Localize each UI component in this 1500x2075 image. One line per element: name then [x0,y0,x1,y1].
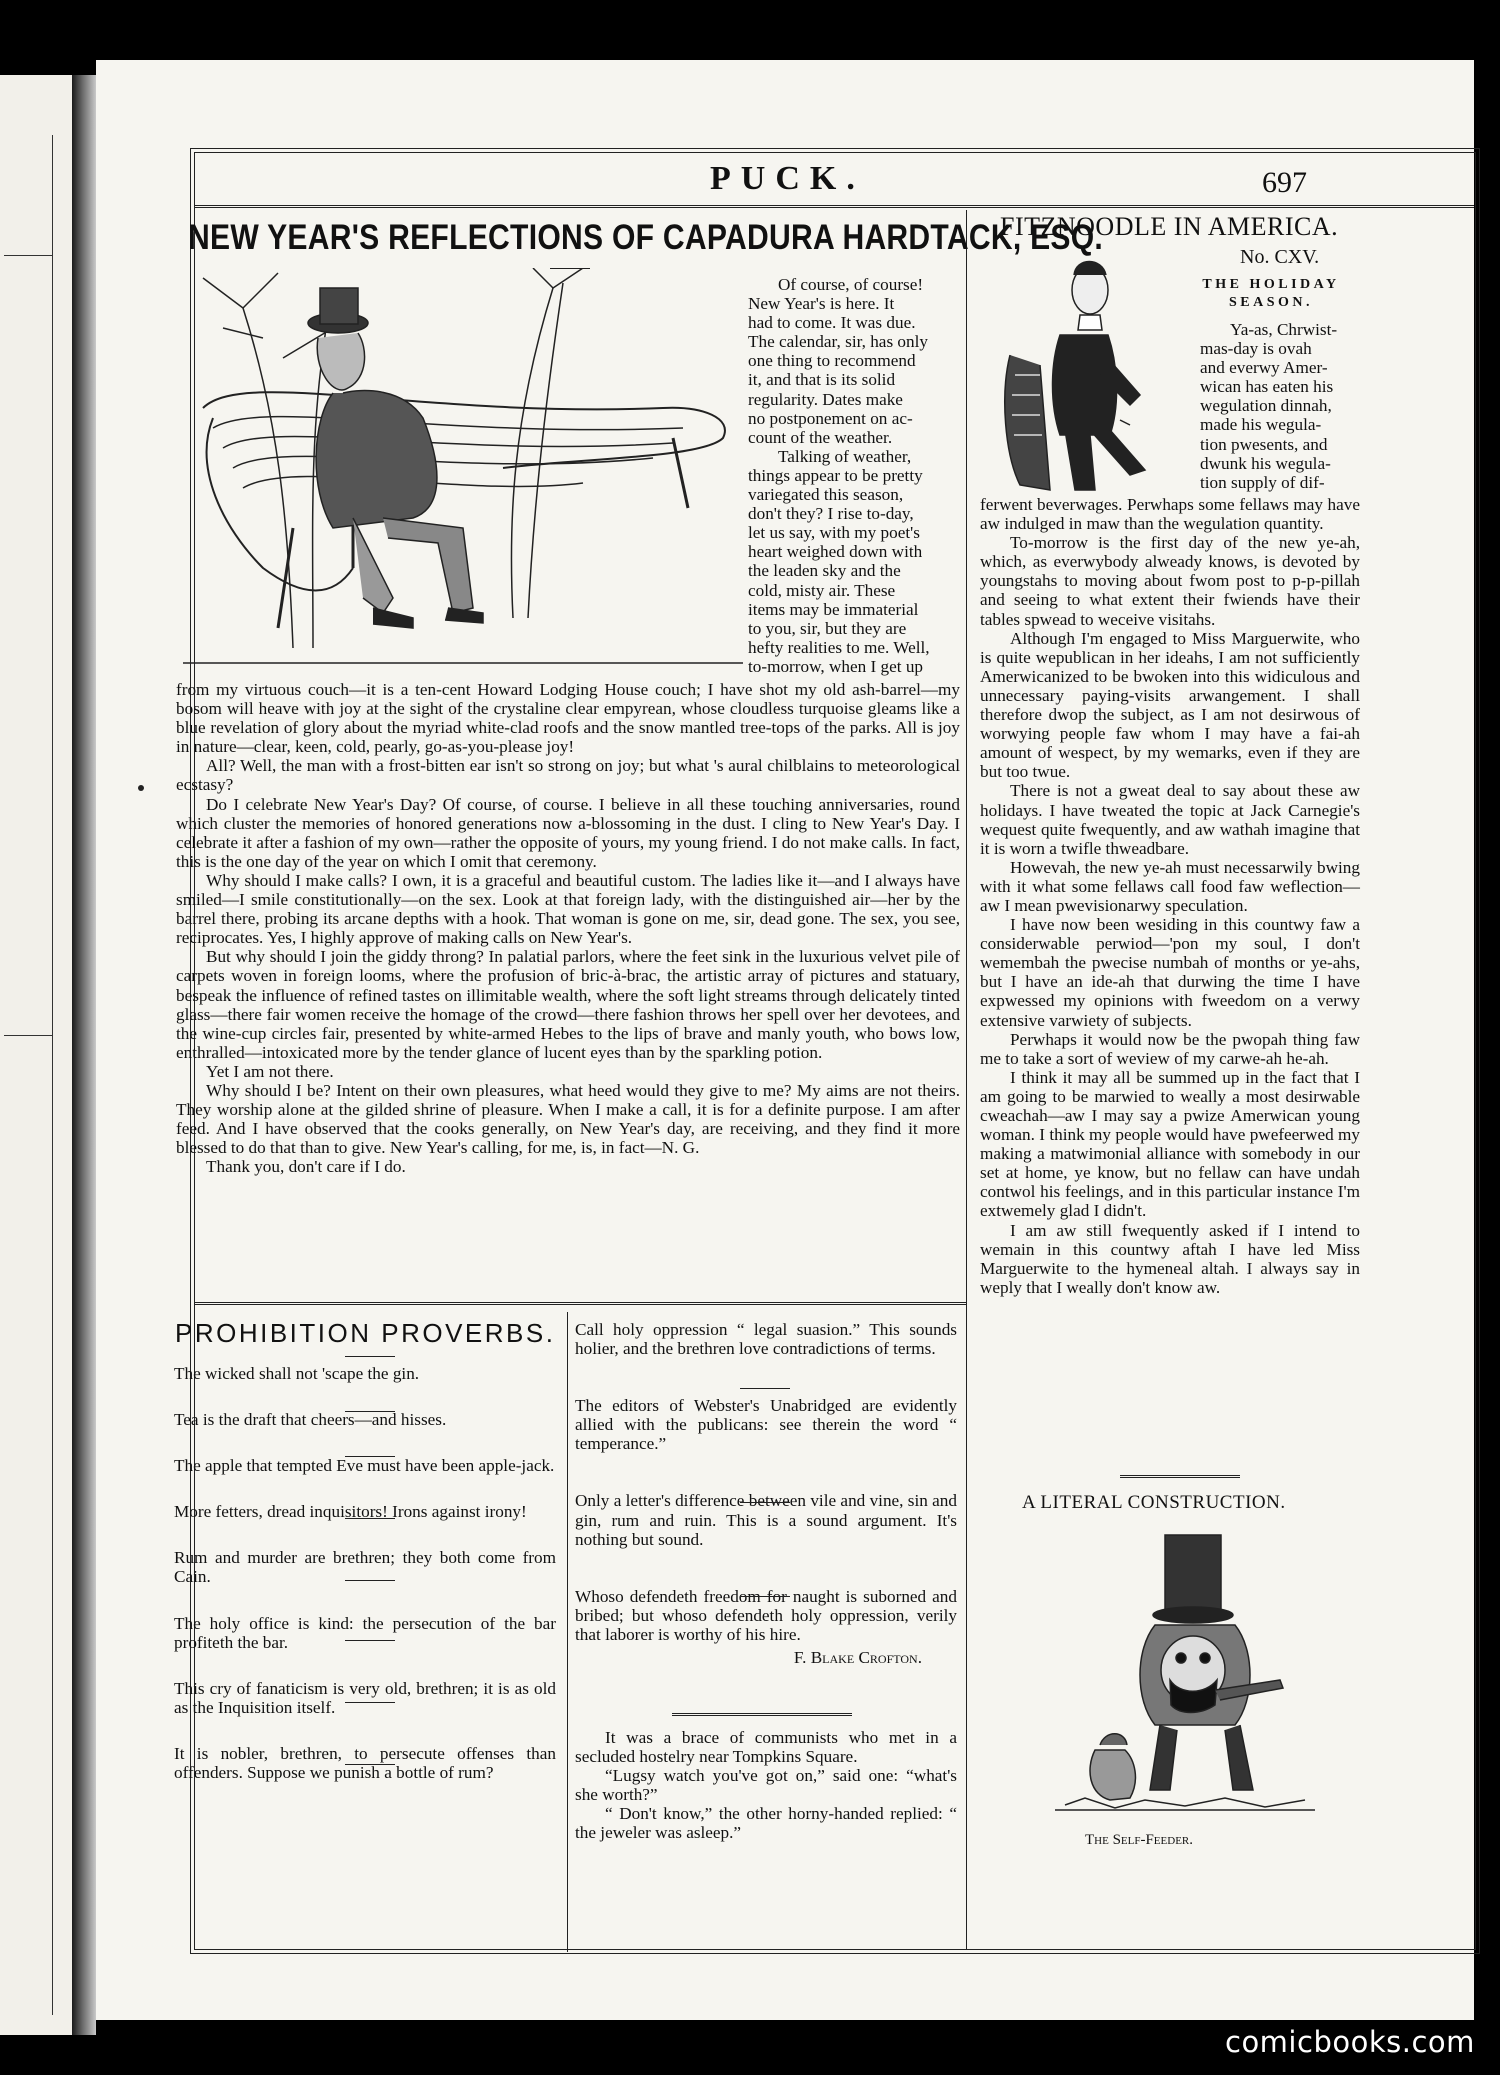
article-line: don't they? I rise to-day, [748,504,914,524]
article-line: things appear to be pretty [748,465,923,485]
proverbs-left-column [174,1364,556,1782]
communists-paragraph: “Lugsy watch you've got on,” said one: “what's she worth?” [575,1766,957,1805]
fitznoodle-paragraph: Although I'm engaged to Miss Marguerwite, who is quite wepublican in her ideahs, I am not sufficiently Amerwicanized to be bwoken into this widiculous and unnecessary paying-visits arwangement. I shall therefore dwop the subject, as I am not desirwous of worwying people faw whom I may have a fai-ah amount of wespect, by my wemarks, even if they are but too twue. [980,628,1360,782]
proverbs-signature: F. Blake Crofton. [793,1648,922,1668]
masthead-title: PUCK. [710,160,865,197]
proverb-divider [345,1764,395,1765]
fitznoodle-line: tion supply of dif- [1200,472,1325,492]
proverbs-divider [567,1312,568,1952]
article-line: New Year's is here. It [748,294,895,314]
fitznoodle-line: tion pwesents, and [1200,434,1328,454]
article-paragraph: Do I celebrate New Year's Day? Of course, of course. I believe in all these touching anniversaries, round which cluster the memories of honored generations now a-blossoming in the dust. I cling to New Year's Day. I celebrate it after a fashion of my own—rather the opposite of yours, my young friend. I do not make calls. In fact, this is the one day of the year on which I omit that ceremony. [176,794,960,871]
proverb-divider [740,1502,790,1503]
proverb-item: The holy office is kind: the persecution of the bar profiteth the bar. [174,1613,556,1652]
fitznoodle-paragraph: To-morrow is the first day of the new ye-ah, which, as everwybody alweady knows, is devoted by youngstahs to moving about fwom post to p-p-pillah and seeing to what extent their fwiends have their tables spwead to weceive visitahs. [980,533,1360,629]
article-paragraph: Yet I am not there. [206,1061,334,1081]
article-line: to-morrow, when I get up [748,656,924,676]
proverb-divider [740,1388,790,1389]
proverb-divider [345,1356,395,1357]
section-divider [194,1302,966,1305]
article-line: it, and that is its solid [748,370,896,390]
article-headline: NEW YEAR'S REFLECTIONS OF CAPADURA HARDTACK, ESQ. [188,218,1104,257]
article-paragraph: Why should I be? Intent on their own pleasures, what heed would they give to me? My aims are not theirs. They worship alone at the gilded shrine of pleasure. When I make a call, it is for a definite purpose. I am after feed. And I have observed that the cooks generally, on New Year's day, are receiving, and they find it more blessed to do that than to give. New Year's calling, for me, is, in fact—N. G. [176,1080,960,1158]
adjacent-rule [4,1035,52,1036]
article-paragraph: from my virtuous couch—it is a ten-cent Howard Lodging House couch; I have shot my old ash-barrel—my bosom will heave with joy at the sight of the crystaline clear empyrean, whose cloudless turquoise gleams like a blue revelation of glory about the myriad white-clad roofs and the snow mantled tree-tops of the parks. All is joy in nature—clear, keen, cold, pearly, go-as-you-please joy! [176,680,960,757]
article-paragraph: Thank you, don't care if I do. [206,1157,406,1177]
fitznoodle-line: dwunk his wegula- [1200,453,1331,473]
article-line: heart weighed down with [748,542,923,562]
article-line: the leaden sky and the [748,561,901,581]
article-narrow-column [748,275,960,676]
page-number: 697 [1262,166,1307,199]
fitznoodle-line: Ya-as, Chrwist- [1230,320,1338,339]
fitznoodle-paragraph: I think it may all be summed up in the fact that I am going to be marwied to weally a most desirwable cweachah—aw I may say a pwize Amerwican young woman. I think my people would have pwefeerwed my making a matwimonial alliance with somebody in our set at home, ye know, but no fellaw can have undah contwol his feelings, and in this particular instance I'm extwemely glad I didn't. [980,1067,1360,1221]
communists-paragraph: “ Don't know,” the other horny-handed replied: “ the jeweler was asleep.” [575,1804,957,1843]
fitznoodle-number: No. CXV. [1240,246,1320,268]
proverb-divider [345,1518,395,1519]
article-line: regularity. Dates make [748,389,903,409]
binding-mark [138,785,144,791]
self-feeder-caption: The Self-Feeder. [1085,1832,1193,1848]
fitznoodle-line: wegulation dinnah, [1200,396,1332,416]
proverb-item: Only a letter's difference between vile and vine, sin and gin, rum and ruin. This is a sound argument. It's nothing but sound. [575,1491,957,1549]
article-line: let us say, with my poet's [748,523,920,543]
fitznoodle-paragraph: ferwent beverwages. Perwhaps some fellaws may have aw indulged in maw than the wegulation quantity. [980,495,1360,534]
article-line: no postponement on ac- [748,408,913,428]
fitznoodle-paragraph: I have now been wesiding in this countwy faw a considerwable perwiod—'pon my soul, I don't wemembah the pwecise numbah of months or ye-ahs, but I have an ide-ah that durwing the time I have expwessed my opinions with fweedom on a verwy extensive varwiety of subjects. [980,915,1360,1030]
article-line: to you, sir, but they are [748,618,907,638]
self-feeder-stove-illustration [1055,1530,1315,1820]
fitznoodle-narrow-column [1200,320,1358,492]
proverb-item: This cry of fanaticism is very old, brethren; it is as old as the Inquisition itself. [174,1678,556,1717]
proverb-item: It is nobler, brethren, to persecute offenses than offenders. Suppose we punish a bottle of rum? [174,1743,556,1783]
adjacent-page-column [4,135,53,2015]
proverb-item: Call holy oppression “ legal suasion.” This sounds holier, and the brethren love contradictions of terms. [575,1320,957,1359]
proverb-divider [345,1640,395,1641]
prohibition-proverbs-title: PROHIBITION PROVERBS. [175,1318,556,1348]
article-paragraph: But why should I join the giddy throng? In palatial parlors, where the feet sink in the luxurious velvet pile of carpets woven in foreign looms, where the profusion of bric-à-brac, the artistic array of pictures and statuary, bespeak the influence of refined tastes on illimitable wealth, where the soft light streams through delicately tinted glass—there fair women receive the homage of the crowd—there fashion throws her spell over her devotees, and the wine-cup circles fair, presented by white-armed Hebes to the lips of brave and manly youth, who bows low, enthralled—intoxicated more by the tender glance of lucent eyes than by the sparkling potion. [176,947,960,1062]
fitznoodle-line: made his wegula- [1200,415,1322,435]
watermark: comicbooks.com [1225,2025,1475,2059]
proverb-item: Rum and murder are brethren; they both come from Cain. [174,1548,556,1587]
fitznoodle-illustration [990,245,1190,500]
article-line: had to come. It was due. [748,313,916,333]
communists-item [575,1728,957,1843]
adjacent-rule [4,255,52,256]
proverb-item: The wicked shall not 'scape the gin. [174,1364,420,1383]
fitznoodle-paragraph: Howevah, the new ye-ah must necessarwily bwing with it what some fellaws call food faw weflection—aw I mean pwevisionarwy speculation. [980,857,1360,915]
proverb-divider [345,1580,395,1581]
article-line: variegated this season, [748,485,904,505]
article-line: hefty realities to me. Well, [748,637,930,657]
proverb-divider [740,1596,790,1597]
fitznoodle-paragraph: I am aw still fwequently asked if I intend to wemain in this countwy aftah I have led Miss Marguerwite to the hymeneal altah. I always say in weply that I weally don't know aw. [980,1220,1360,1297]
article-line: The calendar, sir, has only [748,332,928,352]
article-line: one thing to recommend [748,351,916,371]
proverbs-right-column [575,1320,957,1667]
proverb-item: Tea is the draft that cheers—and hisses. [174,1410,447,1430]
article-paragraph: All? Well, the man with a frost-bitten ear isn't so strong on joy; but what 's aural chilblains to meteorological ecstasy? [176,756,960,795]
article-paragraph: Why should I make calls? I own, it is a graceful and beautiful custom. The ladies like it—and I always have smiled—I smile constitutionally—on the sex. Look at that foreign lady, with the distinguished air—her by the barrel there, probing its arcane depths with a hook. That woman is gone on me, sir, dead gone. The sex, you see, reciprocates. Yes, I highly approve of making calls on New Year's. [176,870,960,948]
proverb-divider [345,1411,395,1412]
fitznoodle-subtitle: THE HOLIDAY SEASON. [1202,277,1340,310]
adjacent-page-strip [0,75,72,2035]
fitznoodle-end-rule [1120,1475,1240,1478]
column-divider-right [966,210,967,1950]
proverb-divider [345,1702,395,1703]
proverb-item: The editors of Webster's Unabridged are evidently allied with the publicans: see therein the word “ temperance.” [575,1396,957,1454]
article-line: Talking of weather, [778,446,912,466]
proverb-item: Whoso defendeth freedom for naught is suborned and bribed; but whoso defendeth holy oppression, verily that laborer is worthy of his hire. [575,1586,957,1644]
proverb-divider [345,1456,395,1457]
article-line: Of course, of course! [778,275,924,294]
article-line: cold, misty air. These [748,580,896,600]
fitznoodle-paragraph: There is not a gweat deal to say about these aw holidays. I have tweated the topic at Jack Carnegie's wequest quite fwequently, and aw wathah imagine that it is worn a twifle thweadbare. [980,781,1360,858]
fitznoodle-title: FITZNOODLE IN AMERICA. [1000,212,1339,241]
proverb-item: More fetters, dread inquisitors! Irons against irony! [174,1502,527,1522]
fitznoodle-line: and everwy Amer- [1200,358,1328,378]
bench-man-illustration [183,268,743,668]
fitznoodle-line: mas-day is ovah [1200,339,1312,359]
article-body [176,680,960,1176]
communists-rule [672,1713,852,1716]
article-line: count of the weather. [748,427,893,447]
fitznoodle-line: wican has eaten his [1200,377,1334,397]
fitznoodle-body [980,495,1360,1297]
fitznoodle-paragraph: Perwhaps it would now be the pwopah thing faw me to take a sort of weview of my carwe-ah he-ah. [980,1029,1360,1068]
header-rule [194,205,1474,208]
communists-paragraph: It was a brace of communists who met in a secluded hostelry near Tompkins Square. [575,1728,957,1767]
book-gutter [72,75,96,2035]
article-line: items may be immaterial [748,599,919,619]
literal-construction-title: A LITERAL CONSTRUCTION. [1022,1492,1286,1513]
proverb-item: The apple that tempted Eve must have been apple-jack. [174,1456,555,1476]
